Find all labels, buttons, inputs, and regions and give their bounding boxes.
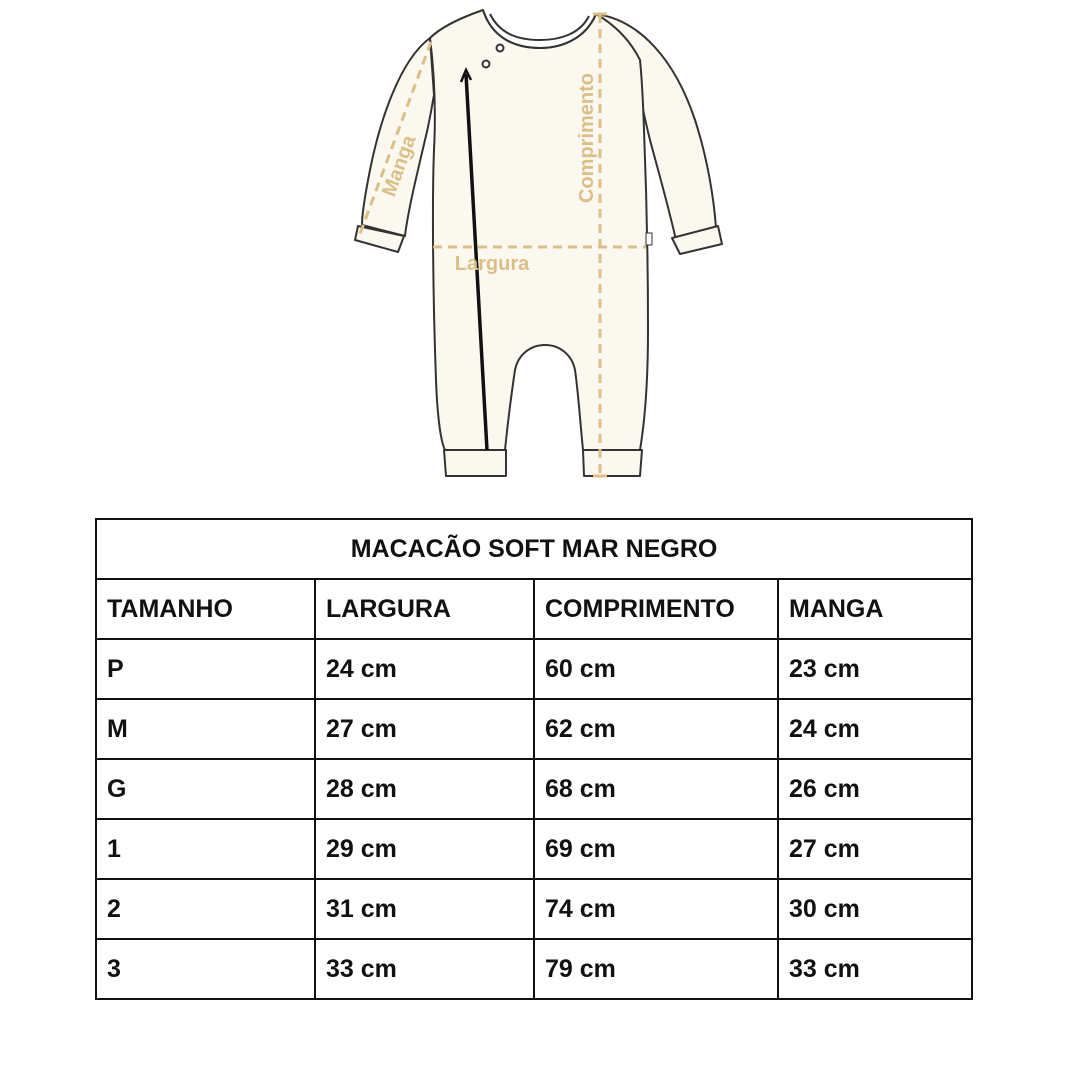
cell-tamanho: 3: [96, 939, 315, 999]
largura-label: Largura: [454, 253, 530, 275]
table-title: MACACÃO SOFT MAR NEGRO: [96, 519, 972, 579]
header-largura: LARGURA: [315, 579, 534, 639]
size-table: [95, 518, 973, 1000]
cell-largura: 33 cm: [315, 939, 534, 999]
cell-largura: 27 cm: [315, 699, 534, 759]
cell-largura: 28 cm: [315, 759, 534, 819]
cell-tamanho: 1: [96, 819, 315, 879]
cell-manga: 23 cm: [778, 639, 972, 699]
cell-manga: 26 cm: [778, 759, 972, 819]
table-row: [96, 879, 972, 939]
cell-comprimento: 60 cm: [534, 639, 778, 699]
table-row: [96, 639, 972, 699]
cell-tamanho: P: [96, 639, 315, 699]
cell-tamanho: M: [96, 699, 315, 759]
romper-drawing: [355, 10, 722, 476]
cell-largura: 29 cm: [315, 819, 534, 879]
table-row: [96, 819, 972, 879]
cell-comprimento: 62 cm: [534, 699, 778, 759]
comprimento-label: Comprimento: [576, 73, 598, 203]
romper-illustration: [0, 0, 1080, 500]
collar-inner: [490, 14, 589, 40]
header-tamanho: TAMANHO: [96, 579, 315, 639]
manga-label: Manga: [378, 132, 421, 200]
cell-manga: 30 cm: [778, 879, 972, 939]
table-header-row: [96, 579, 972, 639]
cell-tamanho: G: [96, 759, 315, 819]
snap-button-top: [497, 45, 504, 52]
table-row: [96, 939, 972, 999]
cell-comprimento: 68 cm: [534, 759, 778, 819]
left-leg-cuff: [444, 450, 506, 476]
cell-largura: 24 cm: [315, 639, 534, 699]
cell-manga: 33 cm: [778, 939, 972, 999]
cell-manga: 24 cm: [778, 699, 972, 759]
side-tag: [646, 233, 652, 245]
header-comprimento: COMPRIMENTO: [534, 579, 778, 639]
cell-tamanho: 2: [96, 879, 315, 939]
cell-comprimento: 69 cm: [534, 819, 778, 879]
snap-button-lower: [483, 61, 490, 68]
cell-largura: 31 cm: [315, 879, 534, 939]
table-title-row: [96, 519, 972, 579]
cell-comprimento: 79 cm: [534, 939, 778, 999]
right-leg-cuff: [583, 450, 642, 476]
header-manga: MANGA: [778, 579, 972, 639]
table-row: [96, 699, 972, 759]
table-row: [96, 759, 972, 819]
cell-comprimento: 74 cm: [534, 879, 778, 939]
cell-manga: 27 cm: [778, 819, 972, 879]
